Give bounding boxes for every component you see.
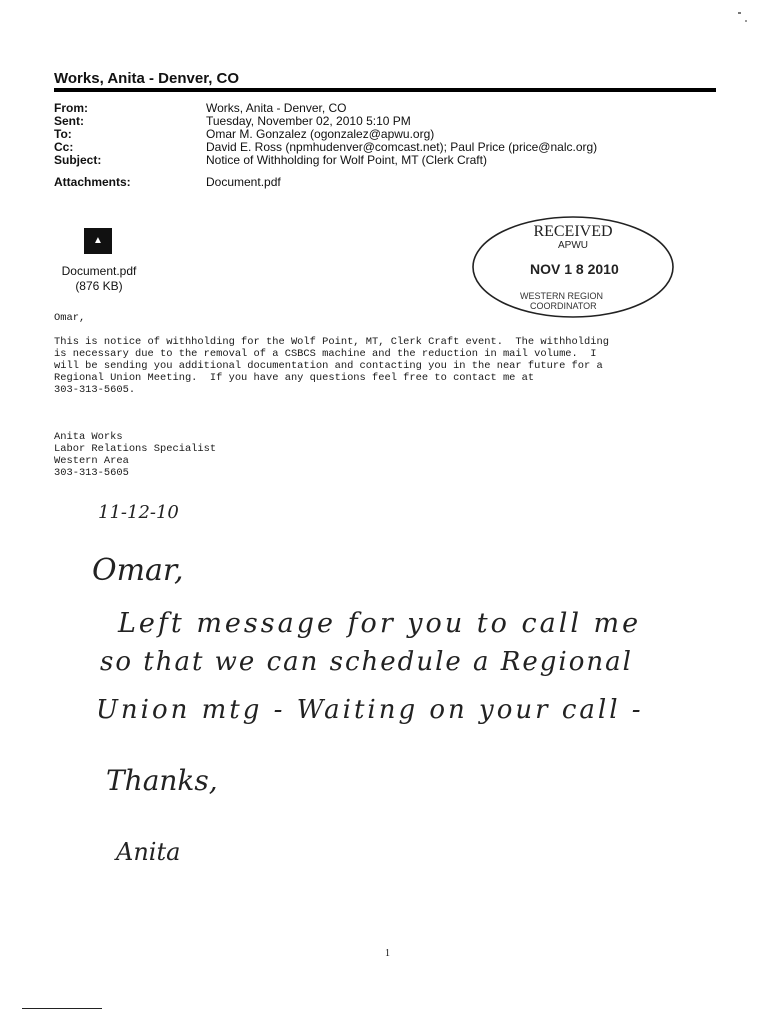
note-greeting: Omar,	[92, 553, 184, 588]
stamp-date: NOV 1 8 2010	[530, 261, 619, 277]
attachment-size: (876 KB)	[75, 279, 123, 293]
note-signature: Anita	[116, 838, 181, 866]
note-line1: Left message for you to call me	[118, 608, 642, 639]
subject-value: Notice of Withholding for Wolf Point, MT (Clerk Craft)	[206, 153, 487, 167]
cc-value: David E. Ross (npmhudenver@comcast.net); Paul Price (price@nalc.org)	[206, 140, 598, 154]
scan-speck	[745, 20, 747, 22]
from-value: Works, Anita - Denver, CO	[206, 101, 347, 115]
title-rule	[54, 88, 716, 92]
page-number: 1	[385, 948, 390, 959]
stamp-line1: WESTERN REGION	[520, 291, 604, 301]
note-line3: Union mtg - Waiting on your call -	[96, 695, 644, 725]
to-label: To:	[54, 127, 72, 141]
handwritten-note	[0, 490, 770, 890]
note-closing: Thanks,	[106, 764, 218, 797]
stamp-received: RECEIVED	[533, 223, 613, 240]
email-body: This is notice of withholding for the Wolf Point, MT, Clerk Craft event. The withholding is necessary due to the removal of a CSBCS machine and the reduction in mail volume. I will be sending you additional documentation and contacting you in the near future for a Regional Union Meeting. If you have any questions feel free to contact me at 303-313-5605.	[54, 336, 609, 396]
sent-label: Sent:	[54, 114, 84, 128]
from-label: From:	[54, 101, 88, 115]
to-value: Omar M. Gonzalez (ogonzalez@apwu.org)	[206, 127, 435, 141]
cc-label: Cc:	[54, 140, 74, 154]
attachments-label: Attachments:	[54, 175, 131, 189]
email-title: Works, Anita - Denver, CO	[54, 70, 240, 87]
sent-value: Tuesday, November 02, 2010 5:10 PM	[206, 114, 411, 128]
attachments-value: Document.pdf	[206, 175, 281, 189]
attachment-name[interactable]: Document.pdf	[61, 264, 137, 278]
stamp-org: APWU	[558, 240, 588, 251]
footer-line	[22, 1008, 102, 1009]
subject-label: Subject:	[54, 153, 102, 167]
received-stamp	[470, 212, 676, 322]
note-date: 11-12-10	[98, 502, 179, 523]
email-signature: Anita Works Labor Relations Specialist Western Area 303-313-5605	[54, 431, 217, 479]
scan-speck	[738, 12, 741, 14]
email-greeting: Omar,	[54, 312, 86, 324]
stamp-line2: COORDINATOR	[530, 301, 597, 311]
pdf-file-icon[interactable]: ▲	[84, 228, 112, 254]
note-line2: so that we can schedule a Regional	[100, 647, 633, 677]
